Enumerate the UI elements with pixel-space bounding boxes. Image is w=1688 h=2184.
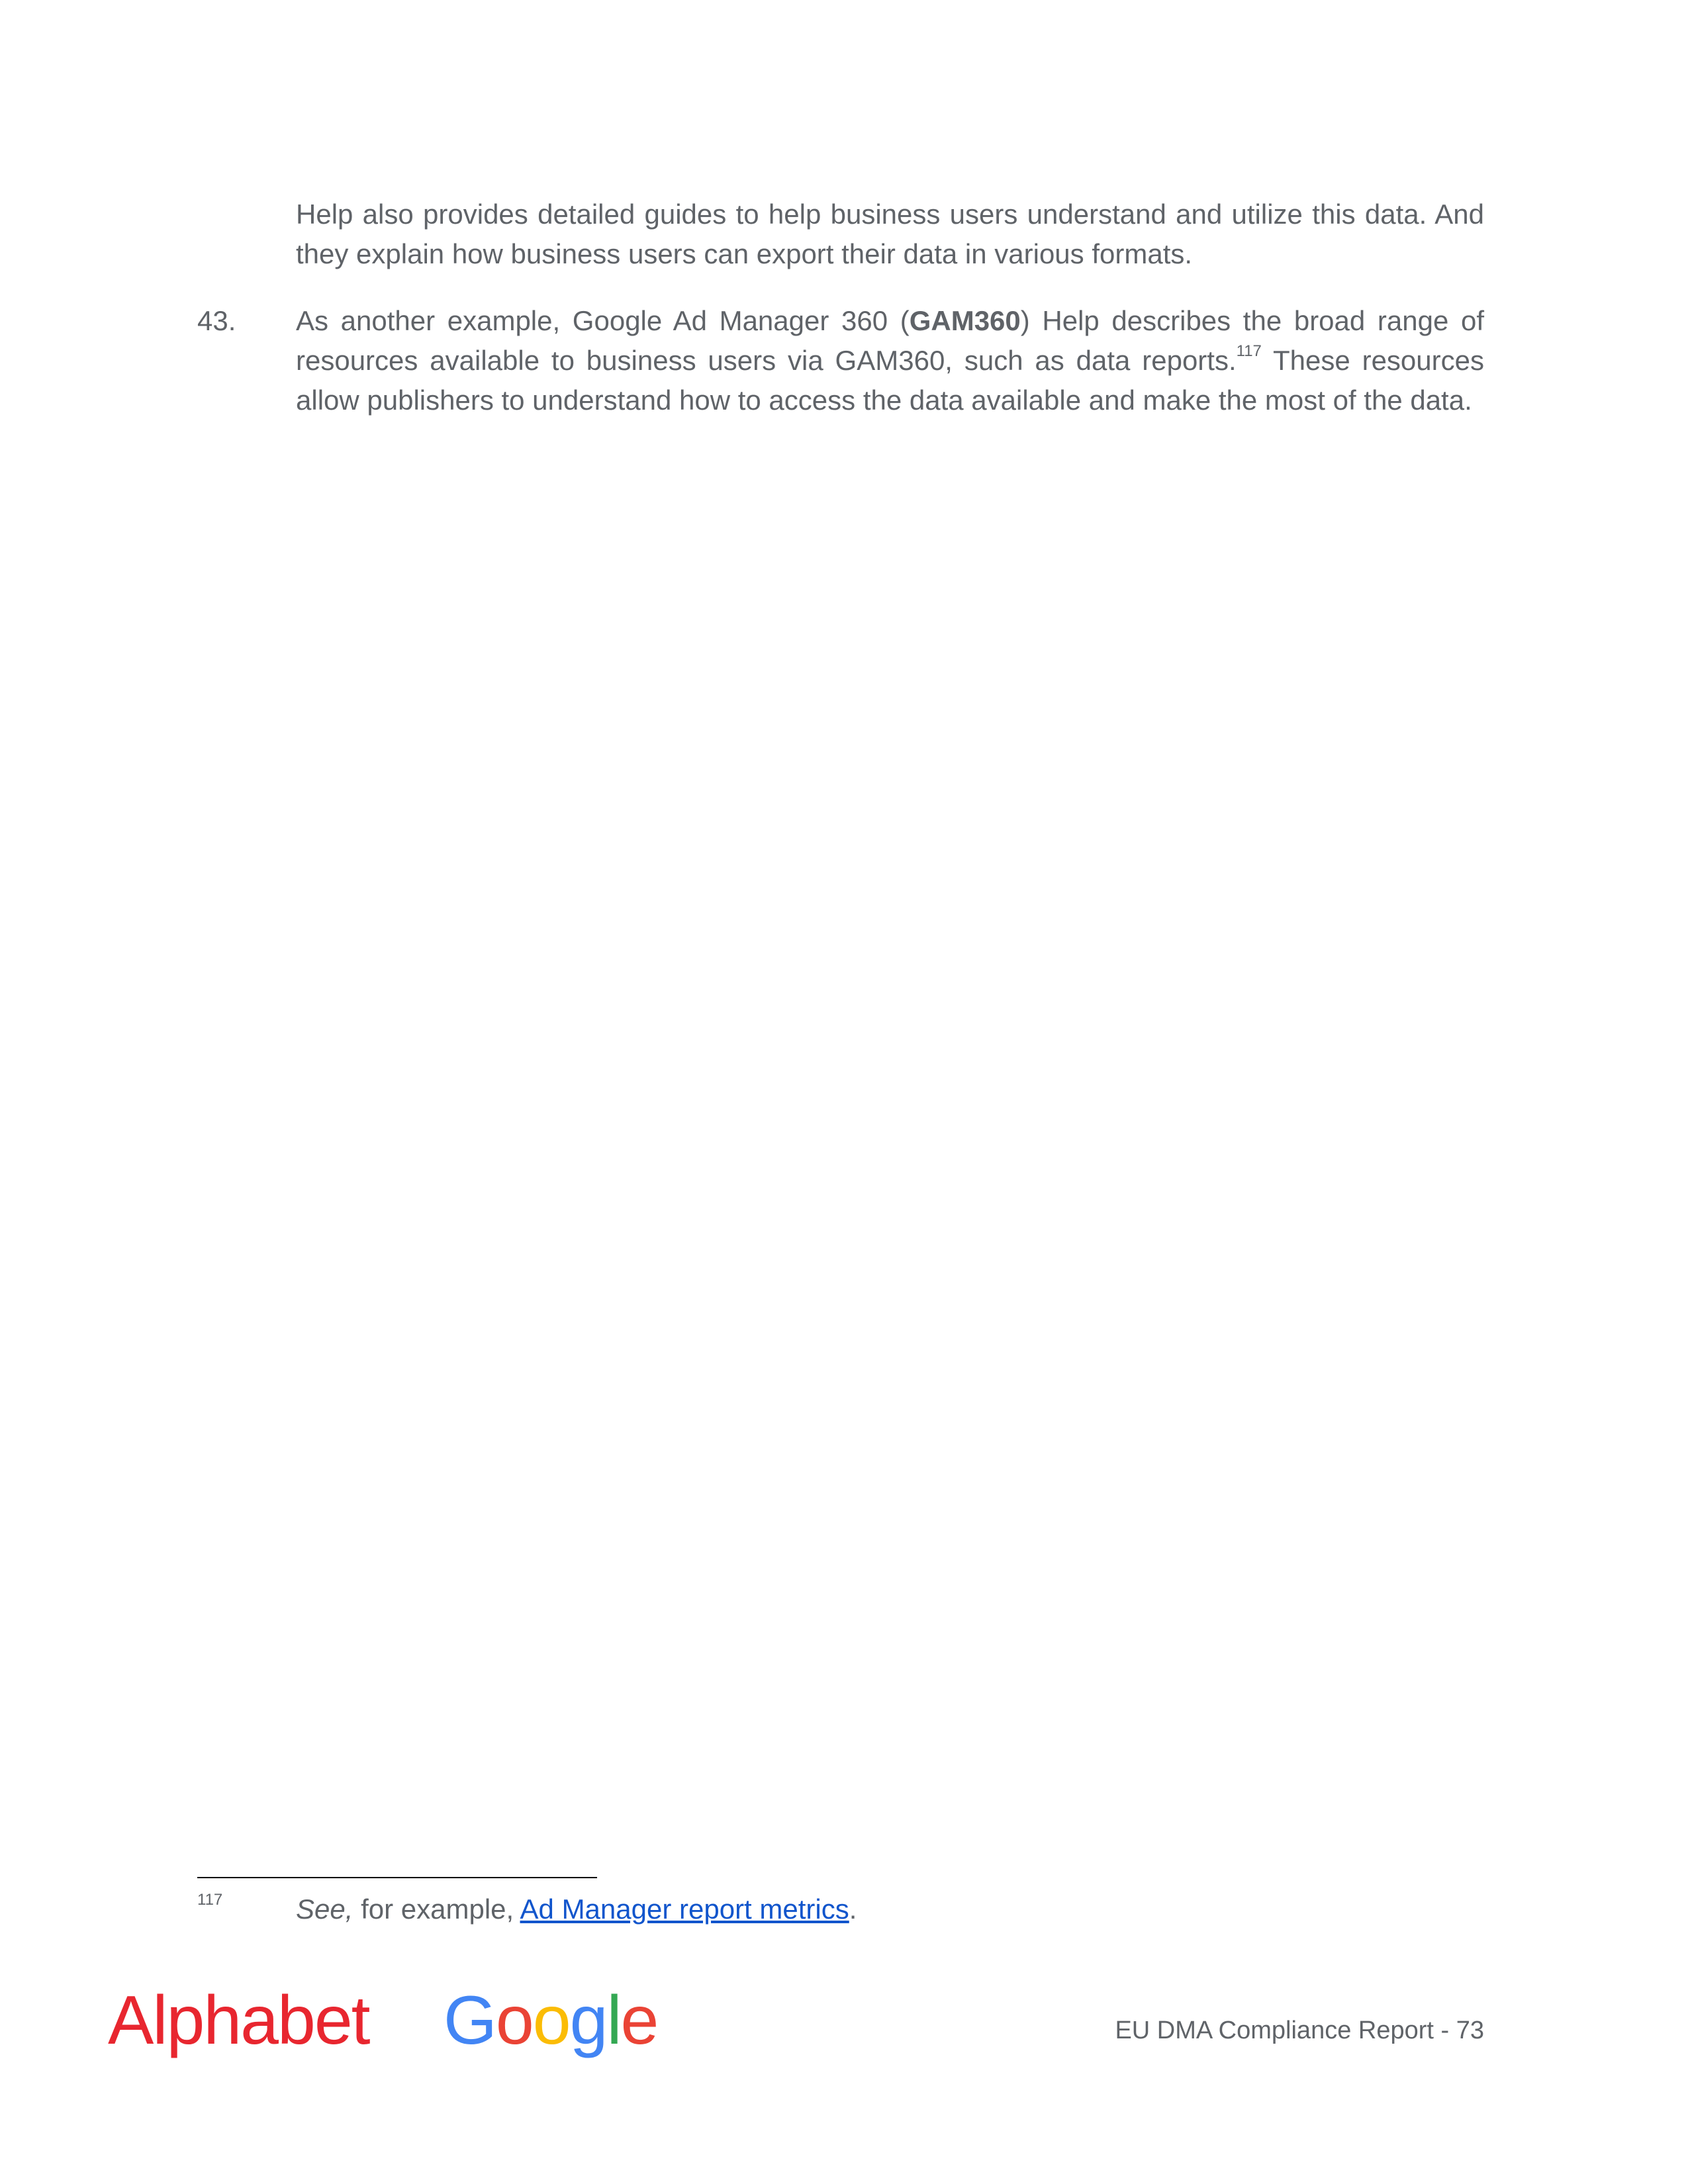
paragraph-43 xyxy=(296,301,1484,420)
alphabet-logo: Alphabet xyxy=(108,1982,369,2059)
paragraph-text: As another example, Google Ad Manager 360 ( xyxy=(296,305,910,336)
google-logo-letter: G xyxy=(444,1982,496,2059)
google-logo xyxy=(444,1981,657,2060)
footnote-suffix: . xyxy=(849,1893,857,1925)
footer-report-title: EU DMA Compliance Report - 73 xyxy=(1115,2017,1484,2044)
google-logo-letter: g xyxy=(569,1982,607,2059)
footnote-link[interactable]: Ad Manager report metrics xyxy=(520,1893,849,1925)
footnote-text xyxy=(296,1891,857,1928)
paragraph-text: These resources allow publishers to understand how to access the data available and make the most of the data. xyxy=(296,345,1484,416)
footnote-separator xyxy=(197,1877,597,1878)
footnote-number: 117 xyxy=(197,1891,223,1909)
footnote-prefix: for example, xyxy=(353,1893,520,1925)
footnote-reference[interactable]: 117 xyxy=(1236,342,1262,360)
google-logo-letter: o xyxy=(495,1982,533,2059)
google-logo-letter: e xyxy=(620,1982,658,2059)
google-logo-letter: o xyxy=(532,1982,570,2059)
defined-term: GAM360 xyxy=(909,305,1021,336)
google-logo-letter: l xyxy=(606,1982,621,2059)
footnote-see: See, xyxy=(296,1893,353,1925)
paragraph-text: ) Help describes the broad range of resources available to business users via GAM360, such as data reports. xyxy=(296,305,1484,376)
continuation-paragraph: Help also provides detailed guides to help business users understand and utilize this data. And they explain how business users can export their data in various formats. xyxy=(296,199,1484,269)
paragraph-number: 43. xyxy=(197,305,236,336)
